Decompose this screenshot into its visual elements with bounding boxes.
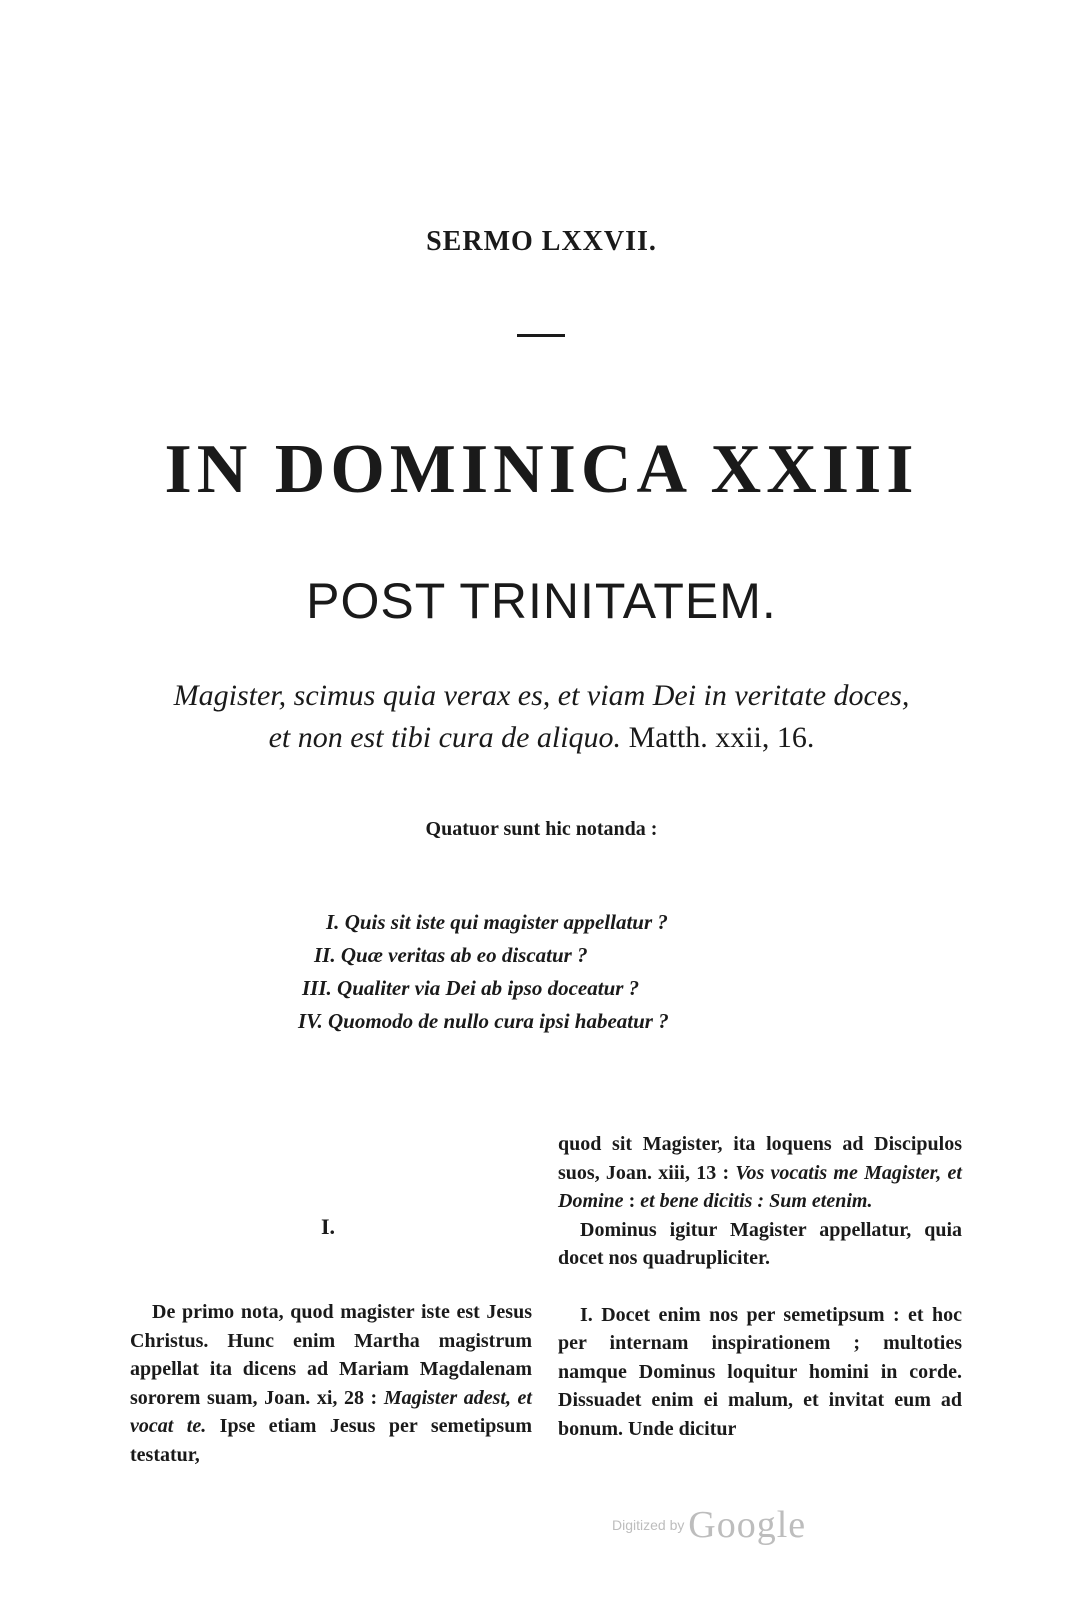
epigraph-line-1: Magister, scimus quia verax es, et viam Dei in veritate doces, <box>173 679 910 712</box>
right-column <box>558 1130 962 1443</box>
right-column-paragraph: quod sit Magister, ita loquens ad Discipulos suos, Joan. xiii, 13 : Vos vocatis me Magister, et Domine : et bene dicitis : Sum etenim. <box>558 1133 962 1212</box>
epigraph-line-2: et non est tibi cura de aliquo. <box>268 721 622 754</box>
left-column-paragraph: De primo nota, quod magister iste est Jesus Christus. Hunc enim Martha magistrum appellat ita dicens ad Mariam Magdalenam sororem suam, Joan. xi, 28 : Magister adest, et vocat te. Ipse etiam Jesus per semetipsum testatur, <box>130 1301 532 1466</box>
google-logo: Google <box>688 1504 807 1546</box>
section-heading: I. <box>320 1214 336 1239</box>
question-list <box>0 906 1083 1038</box>
right-column-paragraph: I. Docet enim nos per semetipsum : et hoc per internam inspirationem ; multoties namque Dominus loquitur homini in corde. Dissuadet enim ei malum, et invitat eum ad bonum. Unde dicitur <box>558 1303 962 1440</box>
question-item: II. Quæ veritas ab eo discatur ? <box>314 943 588 967</box>
intro-line: Quatuor sunt hic notanda : <box>425 818 658 840</box>
right-column-paragraph: Dominus igitur Magister appellatur, quia docet nos quadrupliciter. <box>558 1218 962 1269</box>
watermark-prefix: Digitized by <box>612 1517 689 1533</box>
epigraph-reference: Matth. xxii, 16. <box>621 721 815 754</box>
epigraph <box>0 675 1083 759</box>
title-line-1: IN DOMINICA XXIII <box>164 431 919 508</box>
title-rule <box>517 334 565 337</box>
sermon-number: SERMO LXXVII. <box>426 226 657 257</box>
google-watermark <box>612 1503 806 1547</box>
title-line-2: POST TRINITATEM. <box>306 573 777 629</box>
question-item: IV. Quomodo de nullo cura ipsi habeatur ? <box>298 1009 669 1033</box>
question-item: III. Qualiter via Dei ab ipso doceatur ? <box>302 976 640 1000</box>
question-item: I. Quis sit iste qui magister appellatur ? <box>326 910 668 934</box>
